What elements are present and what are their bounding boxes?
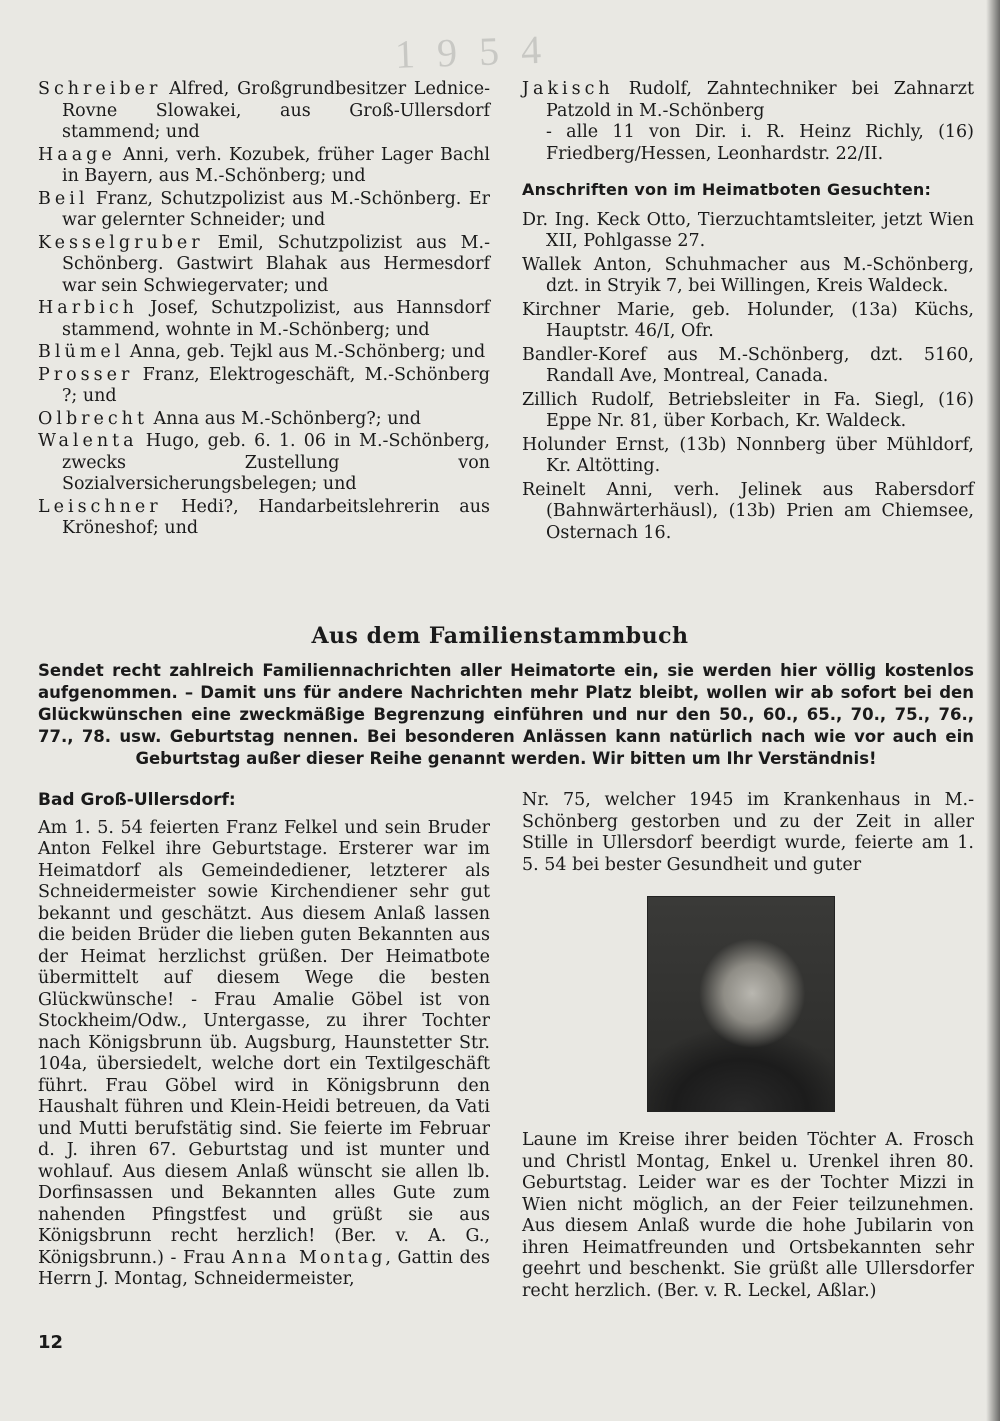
article-paragraph: Laune im Kreise ihrer beiden Töchter A. Frosch und Christl Montag, Enkel u. Urenkel ihren 80. Geburtstag. Leider war es der Tochter Mizzi in Wien nicht möglich, an der Feier teilzunehmen. Aus diesem Anlaß wurde die hohe Jubilarin von ihren Heimatfreunden und Ortsbekannten sehr geehrt und beschenkt. Sie grüßt alle Ullersdorfer recht herzlich. (Ber. v. R. Leckel, Aßlar.): [522, 1130, 974, 1301]
missing-persons-list-right: [522, 79, 974, 546]
list-item: Beil Franz, Schutzpolizist aus M.-Schönberg. Er war gelernter Schneider; und: [38, 188, 490, 230]
spaced-name: Anna Montag: [231, 1247, 386, 1268]
list-item: Haage Anni, verh. Kozubek, früher Lager Bachl in Bayern, aus M.-Schönberg; und: [38, 144, 490, 186]
list-item: Walenta Hugo, geb. 6. 1. 06 in M.-Schönberg, zwecks Zustellung von Sozialversicherungsbelegen; und: [38, 431, 490, 494]
surname: Harbich: [38, 298, 138, 318]
portrait-photo: [647, 896, 835, 1112]
missing-persons-list-left: [38, 79, 490, 541]
surname: Leischner: [38, 496, 162, 517]
list-item: Jakisch Rudolf, Zahntechniker bei Zahnarzt Patzold in M.-Schönberg - alle 11 von Dir. i. R. Heinz Richly, (16) Friedberg/Hessen, Leonhardstr. 22/II.: [522, 79, 974, 164]
list-item: Prosser Franz, Elektrogeschäft, M.-Schönberg ?; und: [38, 364, 490, 406]
article-right-column: [522, 790, 974, 1302]
surname: Walenta: [38, 431, 138, 451]
address-item: Bandler-Koref aus M.-Schönberg, dzt. 5160, Randall Ave, Montreal, Canada.: [522, 344, 974, 386]
page-number: 12: [38, 1332, 64, 1353]
year-stamp: 1954: [394, 26, 564, 77]
list-item: Leischner Hedi?, Handarbeitslehrerin aus Kröneshof; und: [38, 496, 490, 538]
section-title: Aus dem Familienstammbuch: [311, 623, 689, 649]
article-left-column: [38, 790, 490, 1291]
surname: Blümel: [38, 342, 125, 362]
list-closing: - alle 11 von Dir. i. R. Heinz Richly, (16) Friedberg/Hessen, Leonhardstr. 22/II.: [546, 122, 974, 164]
address-item: Zillich Rudolf, Betriebsleiter in Fa. Siegl, (16) Eppe Nr. 81, über Korbach, Kr. Waldeck.: [522, 389, 974, 431]
list-item: Olbrecht Anna aus M.-Schönberg?; und: [38, 408, 421, 429]
surname: Jakisch: [522, 79, 614, 99]
list-item: Kesselgruber Emil, Schutzpolizist aus M.-Schönberg. Gastwirt Blahak aus Hermesdorf war sein Schwiegervater; und: [38, 232, 490, 296]
surname: Prosser: [38, 364, 134, 385]
address-item: Wallek Anton, Schuhmacher aus M.-Schönberg, dzt. in Stryik 7, bei Willingen, Kreis Waldeck.: [522, 254, 974, 296]
list-item: Blümel Anna, geb. Tejkl aus M.-Schönberg; und: [38, 342, 486, 362]
list-item: Schreiber Alfred, Großgrundbesitzer Lednice-Rovne Slowakei, aus Groß-Ullersdorf stammend; und: [38, 79, 490, 142]
article-subheading: Bad Groß-Ullersdorf:: [38, 790, 236, 810]
surname: Kesselgruber: [38, 232, 204, 253]
list-item: Harbich Josef, Schutzpolizist, aus Hannsdorf stammend, wohnte in M.-Schönberg; und: [38, 298, 490, 340]
surname: Beil: [38, 188, 89, 209]
addresses-list: [522, 210, 974, 545]
surname: Schreiber: [38, 79, 162, 99]
surname: Haage: [38, 144, 116, 165]
surname: Olbrecht: [38, 408, 148, 429]
address-item: Holunder Ernst, (13b) Nonnberg über Mühldorf, Kr. Altötting.: [522, 434, 974, 476]
address-item: Dr. Ing. Keck Otto, Tierzuchtamtsleiter, jetzt Wien XII, Pohlgasse 27.: [522, 209, 974, 251]
addresses-heading: Anschriften von im Heimatboten Gesuchten:: [522, 180, 932, 199]
editorial-notice: Sendet recht zahlreich Familiennachrichten aller Heimatorte ein, sie werden hier völlig kostenlos aufgenommen. – Damit uns für andere Nachrichten mehr Platz bleibt, wollen wir ab sofort bei den Glückwünschen eine zweckmäßige Begrenzung einführen und nur den 50., 60., 65., 70., 75., 76., 77., 78. usw. Geburtstag nennen. Bei besonderen Anlässen kann natürlich nach wie vor auch ein Geburtstag außer dieser Reihe genannt werden. Wir bitten um Ihr Verständnis!: [38, 661, 974, 768]
address-item: Kirchner Marie, geb. Holunder, (13a) Küchs, Hauptstr. 46/I, Ofr.: [522, 299, 974, 341]
address-item: Reinelt Anni, verh. Jelinek aus Rabersdorf (Bahnwärterhäusl), (13b) Prien am Chiemsee, Osternach 16.: [522, 479, 974, 543]
page-edge-shadow: [986, 0, 1000, 1421]
article-paragraph: Am 1. 5. 54 feierten Franz Felkel und sein Bruder Anton Felkel ihre Geburtstage. Ersterer war im Heimatdorf als Gemeindediener, letzterer als Schneidermeister sowie Kirchendiener sehr gut bekannt und geschätzt. Aus diesem Anlaß lassen die beiden Brüder die lieben guten Bekannten aus der Heimat herzlichst grüßen. Der Heimatbote übermittelt auf diesem Wege die besten Glückwünsche! - Frau Amalie Göbel ist von Stockheim/Odw., Untergasse, zu ihrer Tochter nach Königsbrunn üb. Augsburg, Haunstetter Str. 104a, übersiedelt, welche dort ein Textilgeschäft führt. Frau Göbel wird in Königsbrunn den Haushalt führen und Klein-Heidi betreuen, da Vati und Mutti berufstätig sind. Sie feierte im Februar d. J. ihren 67. Geburtstag und ist munter und wohlauf. Aus diesem Anlaß wünscht sie allen lb. Dorfinsassen und Bekannten alles Gute zum nahenden Pfingstfest und grüßt sie aus Königsbrunn recht herzlich! (Ber. v. A. G., Königsbrunn.) - Frau Anna Montag, Gattin des Herrn J. Montag, Schneidermeister,: [38, 817, 491, 1289]
article-paragraph: Nr. 75, welcher 1945 im Krankenhaus in M.-Schönberg gestorben und zu der Zeit in aller Stille in Ullersdorf beerdigt wurde, feierte am 1. 5. 54 bei bester Gesundheit und guter: [522, 790, 974, 875]
